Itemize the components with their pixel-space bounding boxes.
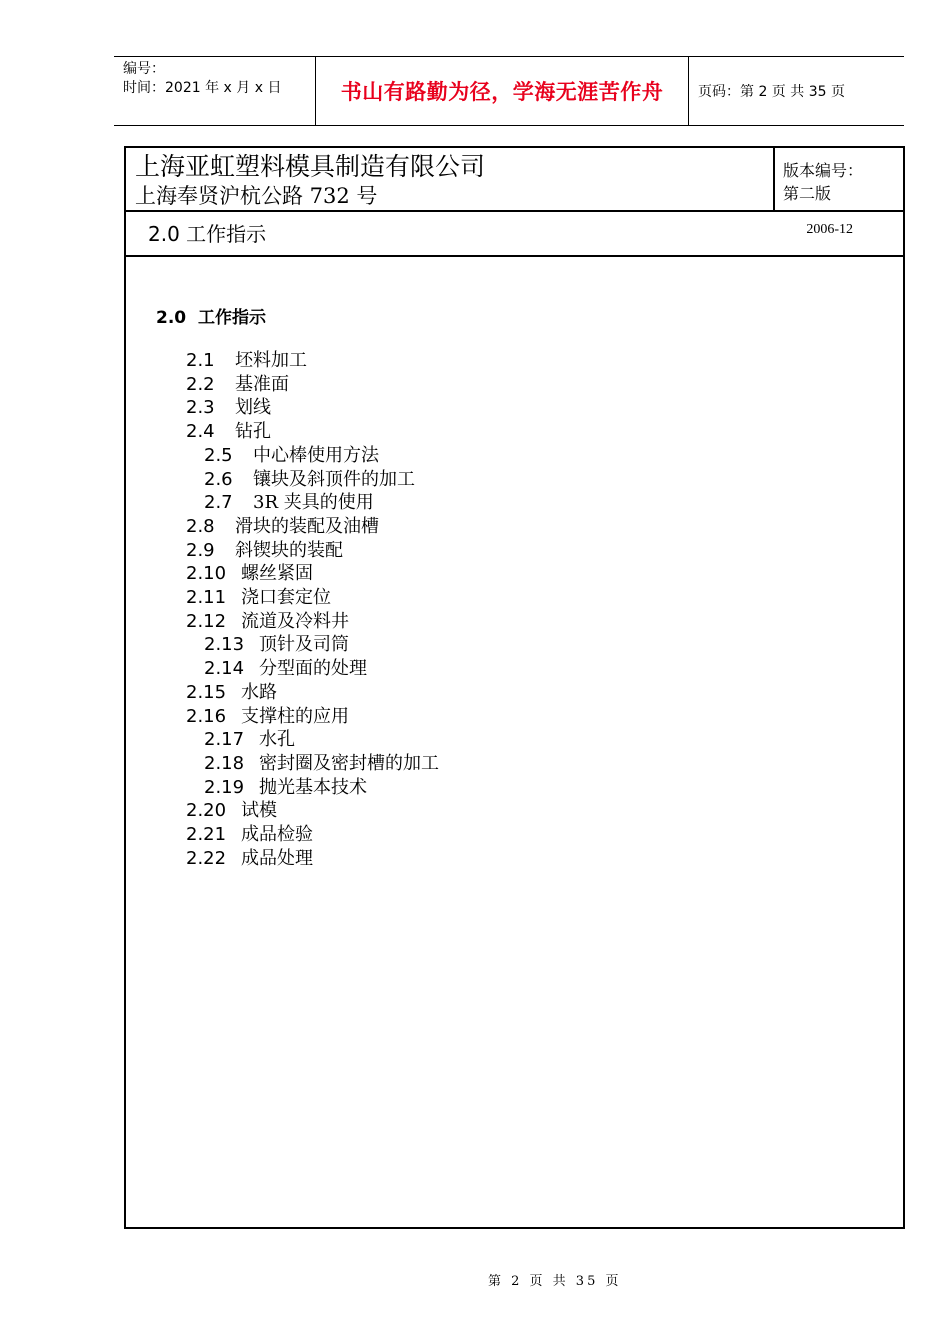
toc-item-label: 流道及冷料井 bbox=[241, 610, 349, 632]
section-title: 2.0 工作指示 bbox=[148, 222, 267, 246]
toc-item-label: 划线 bbox=[235, 397, 271, 419]
toc-item bbox=[186, 421, 271, 443]
toc-item-label: 滑块的装配及油槽 bbox=[235, 515, 379, 537]
header-meta bbox=[114, 57, 315, 125]
toc-item-number: 2.1 bbox=[186, 350, 215, 371]
toc-item bbox=[204, 658, 367, 680]
toc-item-number: 2.17 bbox=[204, 729, 245, 751]
version-value: 第二版 bbox=[783, 184, 832, 203]
toc-item bbox=[186, 397, 271, 419]
toc-item-label: 成品处理 bbox=[241, 847, 313, 869]
toc-item-number: 2.15 bbox=[186, 681, 227, 703]
toc-item-number: 2.2 bbox=[186, 373, 215, 395]
toc-item-label: 斜锲块的装配 bbox=[235, 539, 343, 561]
section-row bbox=[126, 212, 903, 257]
company-address: 上海奉贤沪杭公路 732 号 bbox=[135, 184, 378, 208]
toc-item-label: 支撑柱的应用 bbox=[241, 705, 349, 727]
toc-item bbox=[204, 753, 439, 775]
toc-item-number: 2.5 bbox=[204, 444, 233, 466]
toc-item-label: 水孔 bbox=[259, 729, 295, 751]
toc-item-number: 2.21 bbox=[186, 824, 227, 845]
toc-item-label: 基准面 bbox=[235, 373, 289, 395]
toc-item-label: 浇口套定位 bbox=[241, 587, 331, 608]
toc-item-number: 2.22 bbox=[186, 847, 227, 869]
toc-item bbox=[186, 706, 349, 728]
toc-item-number: 2.14 bbox=[204, 658, 245, 680]
toc-item bbox=[204, 469, 415, 491]
toc-item bbox=[186, 374, 289, 396]
page-header bbox=[114, 56, 904, 126]
toc-item-label: 3R 夹具的使用 bbox=[253, 492, 374, 514]
toc-item-label: 抛光基本技术 bbox=[259, 776, 367, 798]
toc-item bbox=[186, 587, 331, 609]
header-page-info: 页码：第 2 页 共 35 页 bbox=[698, 84, 845, 100]
toc-item-number: 2.6 bbox=[204, 468, 233, 490]
toc-item-label: 坯料加工 bbox=[235, 350, 307, 371]
toc-item bbox=[186, 540, 343, 562]
toc-item bbox=[204, 445, 379, 467]
toc-item-label: 顶针及司筒 bbox=[259, 634, 349, 656]
toc-item-number: 2.7 bbox=[204, 492, 233, 514]
toc-item bbox=[186, 682, 277, 704]
toc-item-label: 中心棒使用方法 bbox=[253, 444, 379, 466]
version-cell bbox=[773, 148, 903, 210]
toc-item-number: 2.8 bbox=[186, 515, 215, 537]
toc-item-label: 试模 bbox=[241, 800, 277, 822]
toc-item-number: 2.12 bbox=[186, 610, 227, 632]
header-motto: 书山有路勤为径，学海无涯苦作舟 bbox=[315, 57, 689, 125]
toc-item-number: 2.20 bbox=[186, 800, 227, 822]
toc-item bbox=[186, 350, 307, 372]
toc-item-number: 2.4 bbox=[186, 421, 215, 443]
toc-item-label: 螺丝紧固 bbox=[241, 563, 313, 585]
toc-item bbox=[186, 516, 379, 538]
toc-item bbox=[204, 777, 367, 799]
section-date: 2006-12 bbox=[806, 222, 853, 237]
toc-item bbox=[186, 848, 313, 870]
company-name: 上海亚虹塑料模具制造有限公司 bbox=[135, 152, 486, 181]
toc-item-number: 2.9 bbox=[186, 539, 215, 561]
company-row bbox=[126, 148, 903, 212]
toc-item-number: 2.19 bbox=[204, 776, 245, 798]
content-heading: 2.0 工作指示 bbox=[156, 308, 266, 328]
toc-item-label: 钻孔 bbox=[235, 421, 271, 443]
toc-item-number: 2.13 bbox=[204, 634, 245, 656]
toc-item-label: 分型面的处理 bbox=[259, 658, 367, 680]
document-frame bbox=[124, 146, 905, 1229]
toc-item-number: 2.16 bbox=[186, 705, 227, 727]
toc-item-label: 水路 bbox=[241, 681, 277, 703]
toc-item-number: 2.3 bbox=[186, 397, 215, 419]
toc-item bbox=[186, 563, 313, 585]
toc-item bbox=[204, 634, 349, 656]
toc-item-number: 2.11 bbox=[186, 587, 227, 608]
toc-item bbox=[204, 492, 374, 514]
toc-item bbox=[186, 800, 277, 822]
toc-item-number: 2.18 bbox=[204, 752, 245, 774]
toc-item-label: 镶块及斜顶件的加工 bbox=[253, 468, 415, 490]
toc-item bbox=[186, 824, 313, 846]
toc-item-label: 成品检验 bbox=[241, 824, 313, 845]
page-footer: 第 2 页 共 35 页 bbox=[488, 1274, 622, 1289]
toc-item bbox=[186, 611, 349, 633]
time-label: 时间：2021 年 x 月 x 日 bbox=[123, 80, 282, 96]
version-label: 版本编号： bbox=[783, 161, 864, 180]
toc-item bbox=[204, 729, 295, 751]
toc-item-number: 2.10 bbox=[186, 563, 227, 585]
toc-item-label: 密封圈及密封槽的加工 bbox=[259, 752, 439, 774]
serial-label: 编号： bbox=[123, 61, 165, 77]
